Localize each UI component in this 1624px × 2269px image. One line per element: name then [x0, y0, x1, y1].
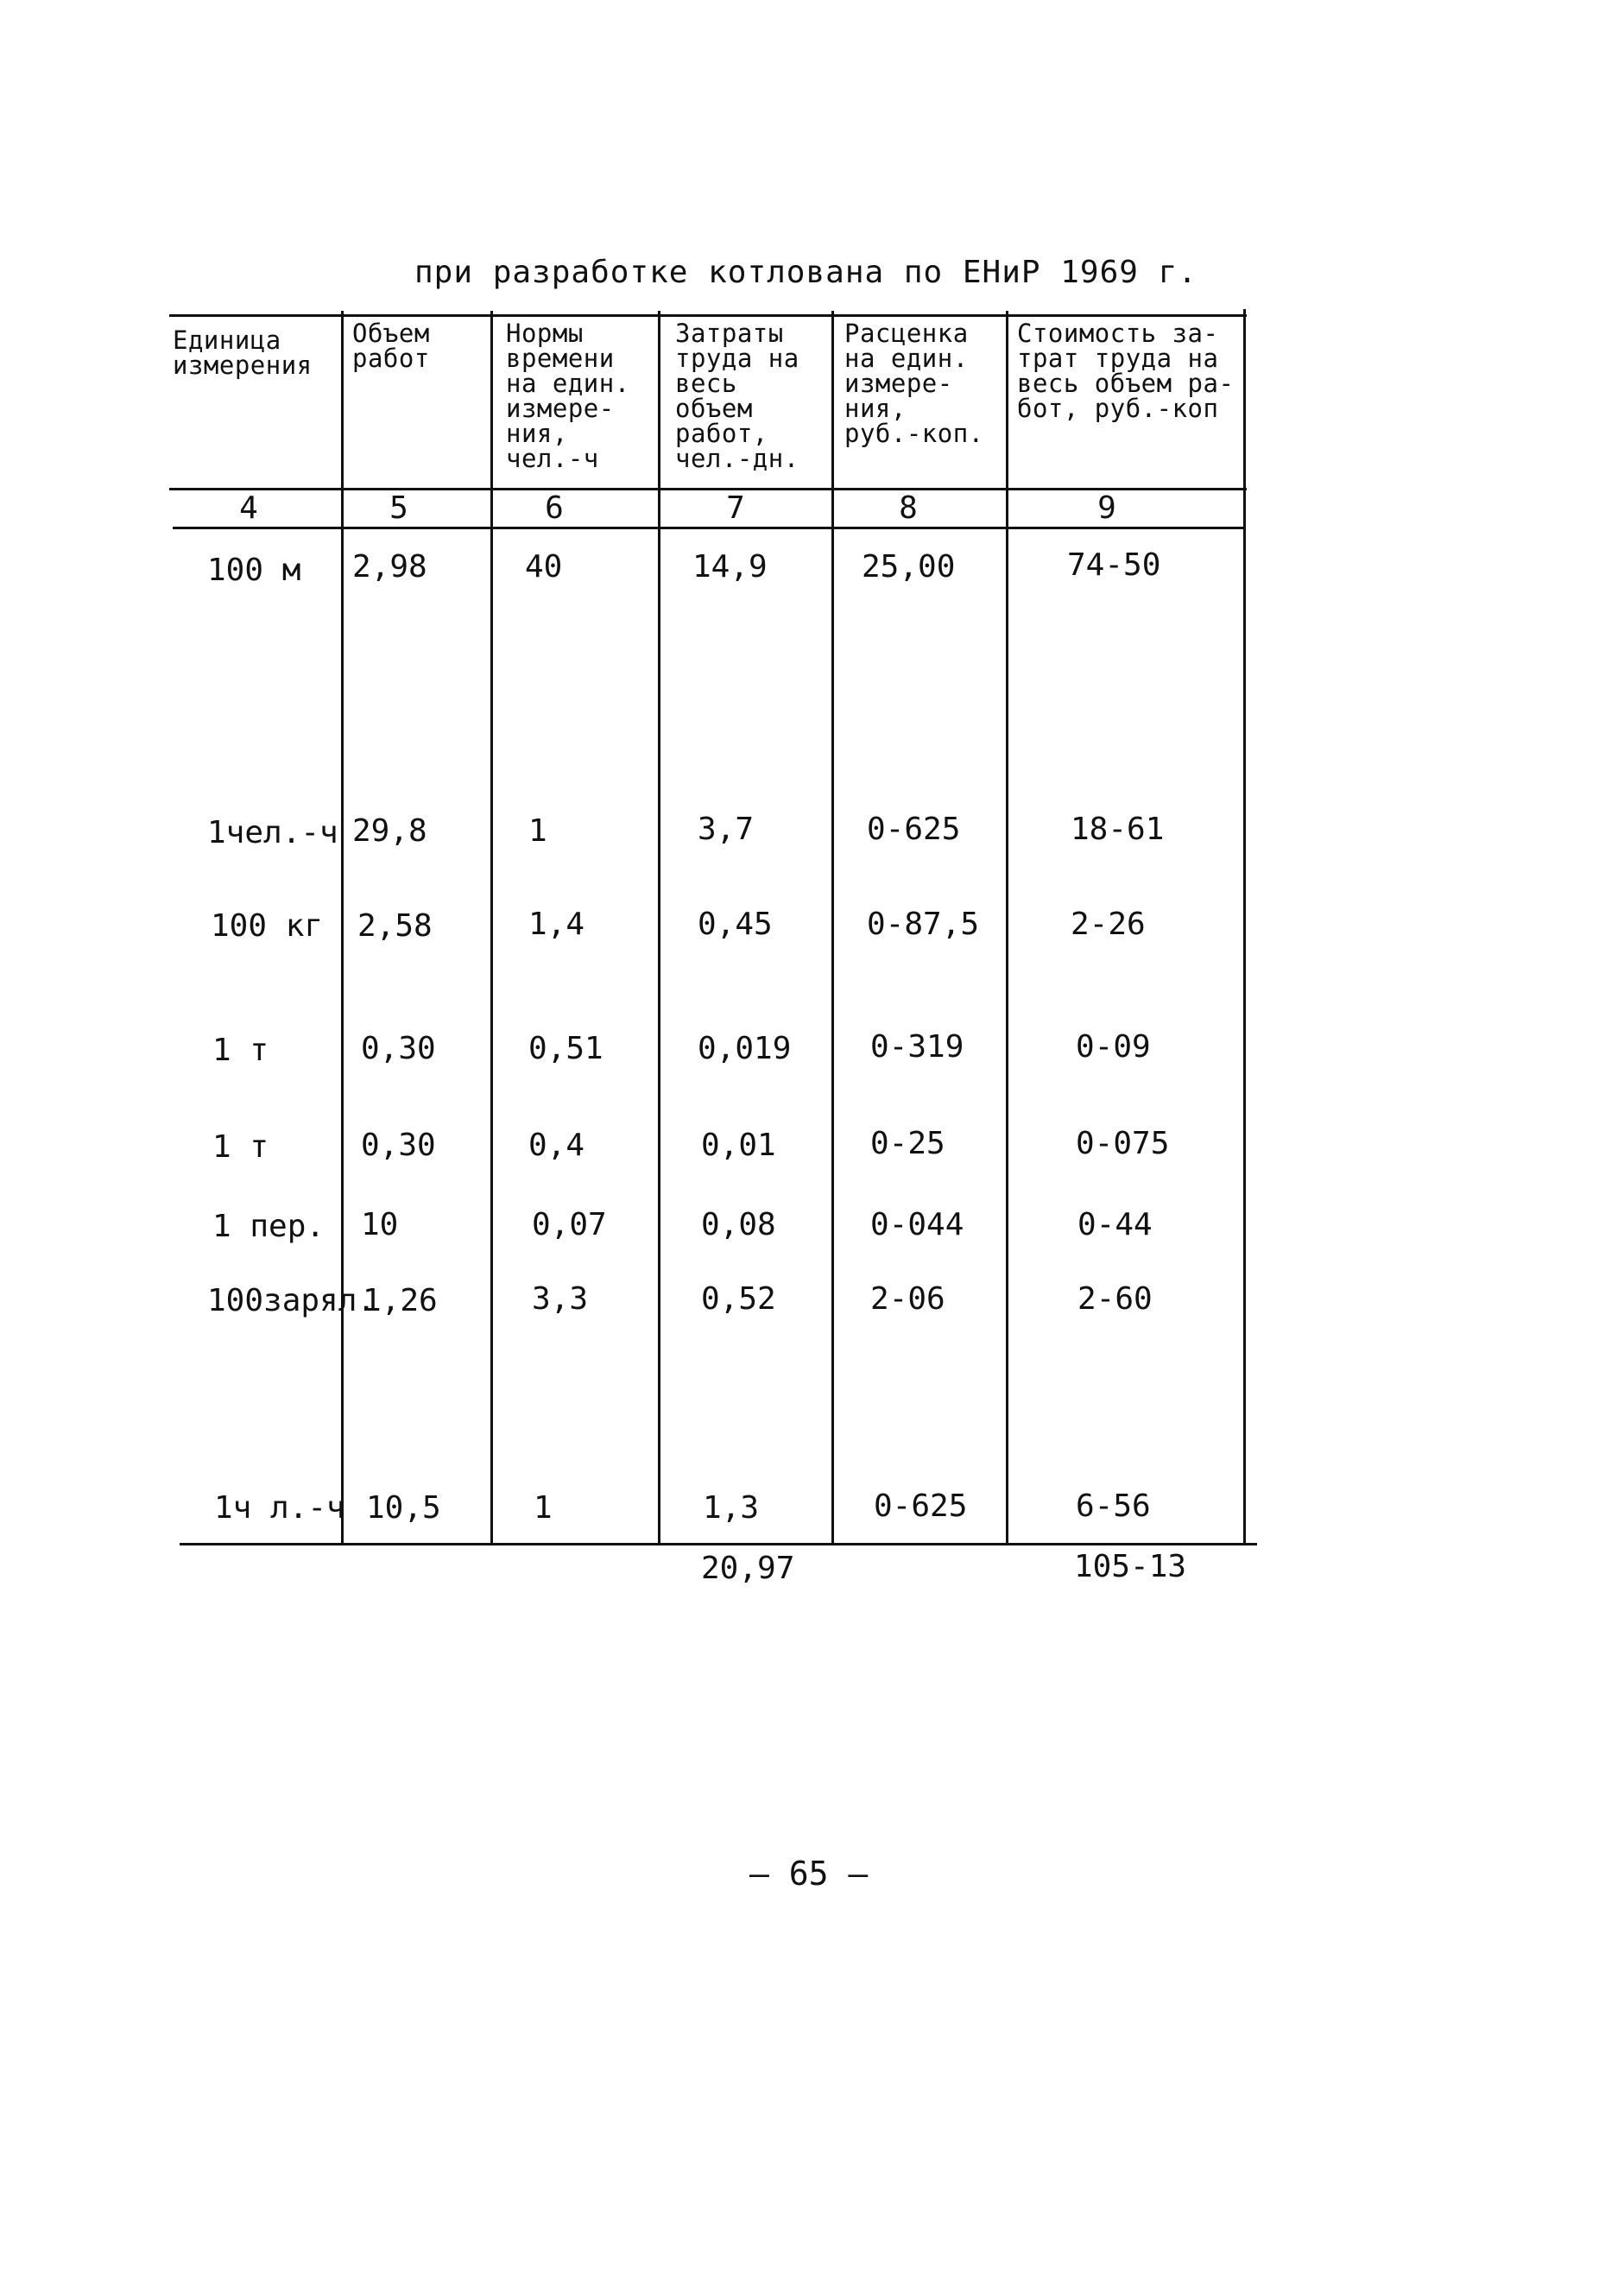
- header-volume: Объем работ: [352, 319, 430, 373]
- header-unit: Единица измерения: [173, 325, 313, 380]
- table-cell: 10,5: [366, 1490, 441, 1526]
- table-cell: 1 т: [212, 1129, 269, 1165]
- table-cell: 0-44: [1077, 1207, 1153, 1242]
- table-cell: 0,30: [361, 1031, 436, 1066]
- table-cell: 0-625: [867, 812, 961, 847]
- table-cell: 3,7: [698, 812, 755, 847]
- table-cell: 2-26: [1071, 907, 1146, 942]
- total-cost: 105-13: [1074, 1549, 1187, 1584]
- table-cell: 74-50: [1067, 547, 1161, 583]
- table-caption: при разработке котлована по ЕНиР 1969 г.: [414, 255, 1197, 290]
- table-cell: 0,51: [528, 1031, 603, 1066]
- table-cell: 1чел.-ч: [207, 815, 338, 850]
- table-cell: 0,08: [701, 1207, 776, 1242]
- header-time-norm: Нормы времени на един. измере- ния, чел.-ч: [506, 319, 630, 473]
- table-cell: 1,3: [703, 1490, 760, 1526]
- column-divider-3: [658, 311, 660, 1544]
- column-divider-1: [341, 311, 344, 1544]
- table-cell: 0-075: [1076, 1126, 1170, 1161]
- column-numbers-bottom-rule: [173, 527, 1243, 529]
- table-cell: 0-25: [870, 1126, 945, 1161]
- table-cell: 1 пер.: [212, 1209, 325, 1244]
- table-cell: 10: [361, 1207, 399, 1242]
- table-cell: 1ч л.-ч: [214, 1490, 345, 1526]
- table-cell: 0,52: [701, 1281, 776, 1317]
- column-number-5: 5: [389, 490, 408, 526]
- table-cell: 1,4: [528, 907, 585, 942]
- table-cell: 2,58: [357, 908, 433, 944]
- table-cell: 1: [534, 1490, 553, 1526]
- table-cell: 6-56: [1076, 1488, 1151, 1524]
- table-cell: 100зарял.: [207, 1283, 376, 1318]
- column-divider-4: [831, 311, 834, 1544]
- header-cost: Стоимость за- трат труда на весь объем ра- бот, руб.-коп: [1017, 319, 1235, 423]
- column-divider-5: [1006, 311, 1008, 1544]
- table-cell: 3,3: [532, 1281, 589, 1317]
- table-cell: 0-625: [874, 1488, 968, 1524]
- table-cell: 2-60: [1077, 1281, 1153, 1317]
- table-cell: 0-319: [870, 1029, 964, 1065]
- header-labor: Затраты труда на весь объем работ, чел.-дн.: [675, 319, 799, 473]
- table-cell: 2-06: [870, 1281, 945, 1317]
- table-cell: 14,9: [692, 549, 768, 585]
- table-cell: 25,00: [862, 549, 956, 585]
- table-cell: 100 кг: [211, 908, 324, 944]
- column-number-8: 8: [899, 490, 918, 526]
- table-cell: 1,26: [363, 1283, 438, 1318]
- table-cell: 18-61: [1071, 812, 1165, 847]
- table-right-border: [1243, 309, 1246, 1544]
- column-number-9: 9: [1097, 490, 1116, 526]
- column-number-7: 7: [726, 490, 745, 526]
- table-cell: 0,30: [361, 1128, 436, 1163]
- table-cell: 0,019: [698, 1031, 792, 1066]
- table-cell: 1 т: [212, 1033, 269, 1068]
- column-number-4: 4: [239, 490, 258, 526]
- table-cell: 29,8: [352, 813, 427, 849]
- table-cell: 1: [528, 813, 547, 849]
- table-cell: 0-044: [870, 1207, 964, 1242]
- table-cell: 0-09: [1076, 1029, 1151, 1065]
- table-cell: 2,98: [352, 549, 427, 585]
- table-cell: 0,01: [701, 1128, 776, 1163]
- column-divider-2: [490, 311, 493, 1544]
- table-top-rule: [169, 314, 1247, 317]
- table-cell: 0,4: [528, 1128, 585, 1163]
- table-cell: 0-87,5: [867, 907, 980, 942]
- table-cell: 100 м: [207, 553, 301, 588]
- total-labor: 20,97: [701, 1551, 795, 1586]
- page-number: – 65 –: [749, 1855, 869, 1893]
- table-cell: 0,45: [698, 907, 773, 942]
- table-cell: 40: [525, 549, 563, 585]
- column-number-6: 6: [545, 490, 564, 526]
- table-cell: 0,07: [532, 1207, 607, 1242]
- header-rate: Расценка на един. измере- ния, руб.-коп.: [844, 319, 984, 448]
